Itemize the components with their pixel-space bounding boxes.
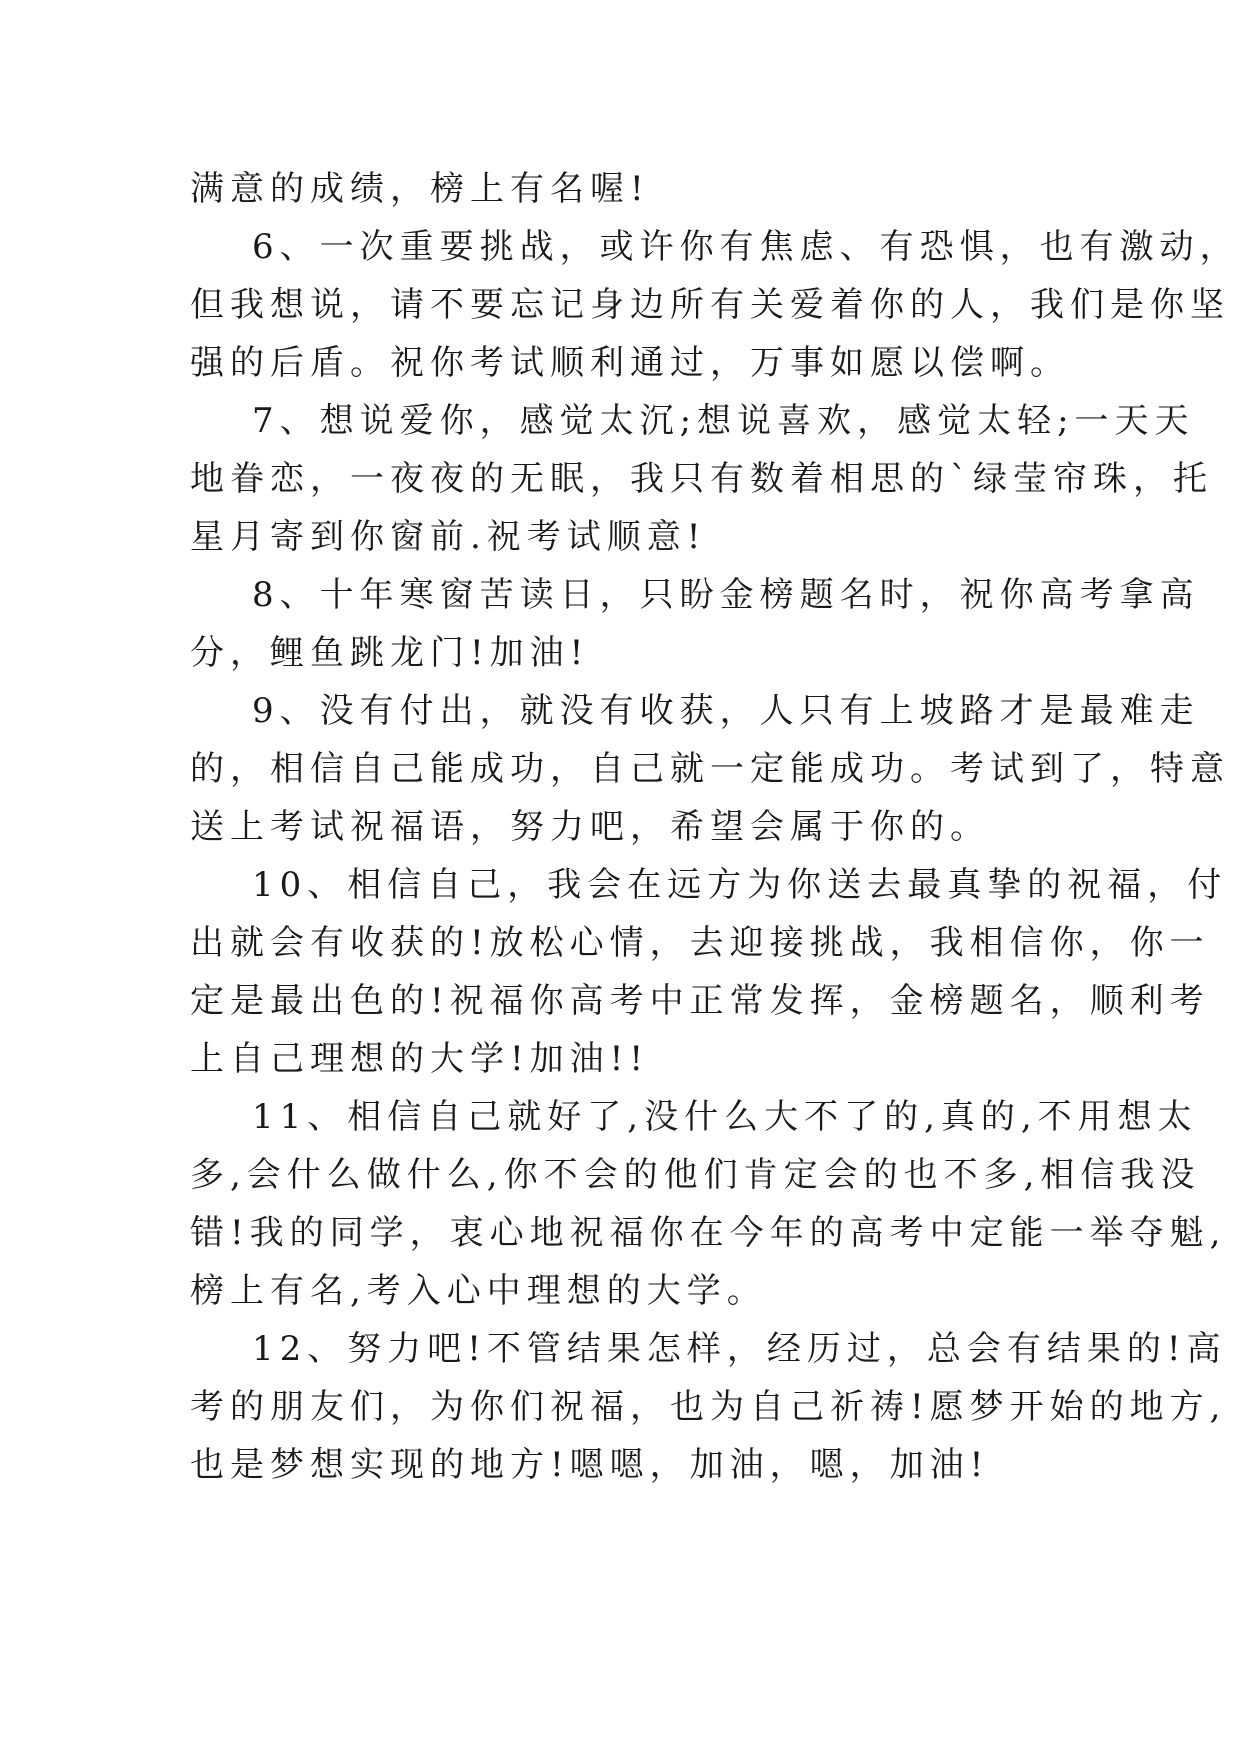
text-line: 多,会什么做什么,你不会的他们肯定会的也不多,相信我没 [190, 1155, 1201, 1195]
text-line: 6、一次重要挑战，或许你有焦虑、有恐惧，也有激动， [252, 227, 1240, 267]
text-line: 榜上有名,考入心中理想的大学。 [190, 1271, 767, 1311]
text-line: 考的朋友们，为你们祝福，也为自己祈祷!愿梦开始的地方, [190, 1387, 1227, 1427]
text-line: 也是梦想实现的地方!嗯嗯，加油，嗯，加油! [190, 1445, 990, 1485]
document-body [190, 160, 1240, 1494]
text-line: 12、努力吧!不管结果怎样，经历过，总会有结果的!高 [252, 1329, 1227, 1369]
text-line: 地眷恋，一夜夜的无眠，我只有数着相思的`绿莹帘珠，托 [190, 459, 1213, 499]
text-line: 但我想说，请不要忘记身边所有关爱着你的人，我们是你坚 [190, 285, 1230, 325]
text-line: 11、相信自己就好了,没什么大不了的,真的,不用想太 [252, 1097, 1198, 1137]
text-line: 强的后盾。祝你考试顺利通过，万事如愿以偿啊。 [190, 343, 1070, 383]
text-line: 定是最出色的!祝福你高考中正常发挥，金榜题名，顺利考 [190, 981, 1210, 1021]
text-line: 满意的成绩，榜上有名喔! [190, 169, 650, 209]
text-line: 9、没有付出，就没有收获，人只有上坡路才是最难走 [252, 691, 1200, 731]
text-line: 7、想说爱你，感觉太沉;想说喜欢，感觉太轻;一天天 [252, 401, 1195, 441]
text-line: 上自己理想的大学!加油!! [190, 1039, 649, 1079]
text-line: 出就会有收获的!放松心情，去迎接挑战，我相信你，你一 [190, 923, 1210, 963]
text-line: 8、十年寒窗苦读日，只盼金榜题名时，祝你高考拿高 [252, 575, 1200, 615]
text-line: 送上考试祝福语，努力吧，希望会属于你的。 [190, 807, 990, 847]
text-line: 分，鲤鱼跳龙门!加油! [190, 633, 590, 673]
text-line: 的，相信自己能成功，自己就一定能成功。考试到了，特意 [190, 749, 1230, 789]
text-line: 10、相信自己，我会在远方为你送去最真挚的祝福，付 [252, 865, 1228, 905]
text-line: 错!我的同学，衷心地祝福你在今年的高考中定能一举夺魁, [190, 1213, 1227, 1253]
text-line: 星月寄到你窗前.祝考试顺意! [190, 517, 707, 557]
